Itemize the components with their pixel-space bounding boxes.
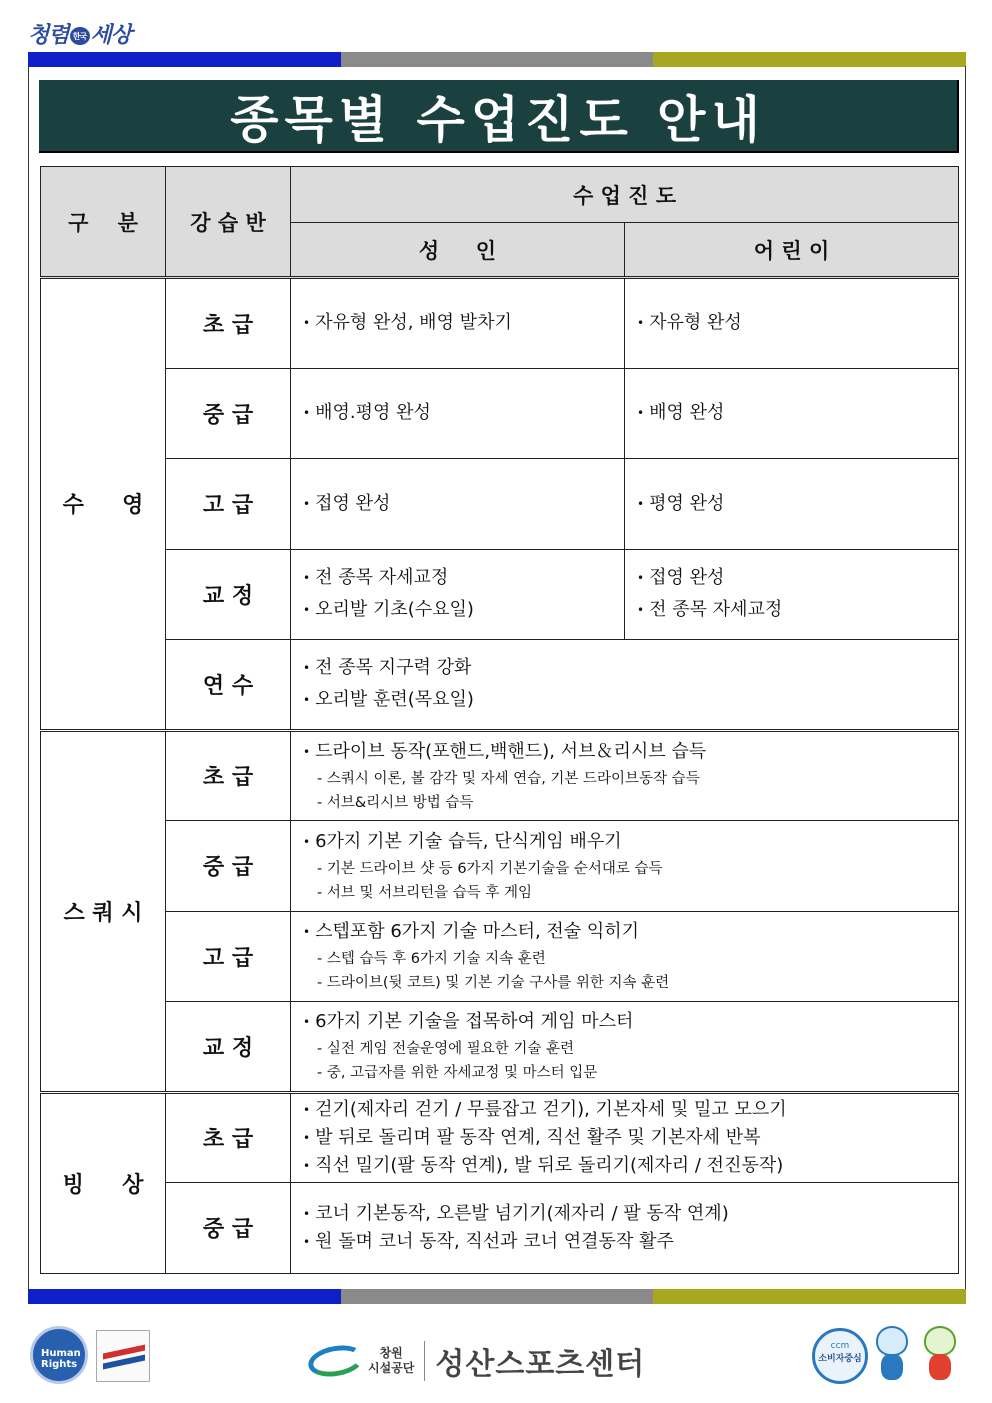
level-label: 고 급	[166, 911, 291, 1002]
progress-item: • 코너 기본동작, 오른발 넘기기(제자리 / 팔 동작 연계)	[303, 1200, 958, 1228]
bottom-stripe	[28, 1289, 966, 1304]
header-progress: 수 업 진 도	[291, 167, 959, 223]
progress-item: • 접영 완성	[637, 562, 958, 594]
category-skating: 빙 상	[41, 1092, 166, 1273]
adult-progress-cell	[291, 278, 625, 369]
certification-badge-icon	[96, 1330, 150, 1382]
progress-detail: - 드라이브(뒷 코트) 및 기본 기술 구사를 위한 지속 훈련	[317, 975, 670, 992]
swoosh-icon	[306, 1341, 366, 1380]
level-label: 중 급	[166, 1183, 291, 1274]
squash-progress-cell	[291, 730, 959, 821]
squash-progress-cell	[291, 821, 959, 912]
level-label: 초 급	[166, 1092, 291, 1183]
slogan-logo	[28, 18, 131, 49]
skating-progress-cell	[291, 1092, 959, 1183]
header-child: 어 린 이	[625, 223, 959, 278]
header-class: 강 습 반	[166, 167, 291, 278]
progress-detail: - 서브 및 서브리턴을 습득 후 게임	[317, 884, 532, 901]
level-label: 초 급	[166, 730, 291, 821]
progress-detail: - 스텝 습득 후 6가지 기술 지속 훈련	[317, 951, 546, 968]
child-progress-cell	[625, 368, 959, 459]
center-name: 성산스포츠센터	[435, 1347, 646, 1382]
progress-item: • 6가지 기본 기술 습득, 단식게임 배우기	[303, 827, 958, 857]
progress-detail: - 기본 드라이브 샷 등 6가지 기본기술을 순서대로 습득	[317, 860, 663, 877]
top-stripe	[28, 52, 966, 67]
adult-progress-cell	[291, 459, 625, 550]
child-progress-cell	[625, 549, 959, 640]
header-adult: 성 인	[291, 223, 625, 278]
progress-item: • 6가지 기본 기술을 접목하여 게임 마스터	[303, 1007, 958, 1037]
level-label: 고 급	[166, 459, 291, 550]
squash-progress-cell	[291, 1002, 959, 1093]
progress-item: • 전 종목 자세교정	[303, 562, 624, 594]
all-progress-cell	[291, 640, 959, 731]
header-category: 구 분	[41, 167, 166, 278]
adult-progress-cell	[291, 368, 625, 459]
progress-item: • 오리발 훈련(목요일)	[303, 684, 958, 716]
human-rights-seal-icon: Human Rights	[30, 1326, 88, 1384]
squash-progress-cell	[291, 911, 959, 1002]
slogan-mark: 한국	[70, 27, 90, 45]
category-swimming: 수 영	[41, 278, 166, 731]
progress-detail: - 서브&리시브 방법 습득	[317, 794, 474, 811]
progress-item: • 직선 밀기(팔 동작 연계), 발 뒤로 돌리기(제자리 / 전진동작)	[303, 1152, 958, 1180]
category-squash: 스 쿼 시	[41, 730, 166, 1092]
progress-item: • 자유형 완성	[637, 307, 958, 339]
progress-item: • 전 종목 자세교정	[637, 594, 958, 626]
progress-detail: - 중, 고급자를 위한 자세교정 및 마스터 입문	[317, 1065, 598, 1082]
level-label: 중 급	[166, 821, 291, 912]
slogan-right: 세상	[90, 22, 132, 48]
child-progress-cell	[625, 278, 959, 369]
progress-item: • 전 종목 지구력 강화	[303, 652, 958, 684]
level-label: 연 수	[166, 640, 291, 731]
progress-item: • 자유형 완성, 배영 발차기	[303, 307, 624, 339]
progress-item: • 발 뒤로 돌리며 팔 동작 연계, 직선 활주 및 기본자세 반복	[303, 1124, 958, 1152]
level-label: 중 급	[166, 368, 291, 459]
mascot-blue-icon	[872, 1322, 912, 1384]
progress-detail: - 스쿼시 이론, 볼 감각 및 자세 연습, 기본 드라이브동작 습득	[317, 770, 700, 787]
progress-item: • 원 돌며 코너 동작, 직선과 코너 연결동작 활주	[303, 1228, 958, 1256]
slogan-left: 청렴	[28, 22, 69, 48]
page-title: 종목별 수업진도 안내	[230, 90, 766, 149]
progress-item: • 평영 완성	[637, 488, 958, 520]
progress-item: • 스텝포함 6가지 기술 마스터, 전술 익히기	[303, 917, 958, 947]
progress-item: • 접영 완성	[303, 488, 624, 520]
adult-progress-cell	[291, 549, 625, 640]
ccm-badge-icon: ccm 소비자중심	[812, 1328, 868, 1384]
progress-item: • 배영 완성	[637, 397, 958, 429]
title-banner	[39, 80, 959, 153]
org-name: 창원 시설공단	[368, 1346, 415, 1375]
level-label: 초 급	[166, 278, 291, 369]
progress-detail: - 실전 게임 전술운영에 필요한 기술 훈련	[317, 1041, 574, 1058]
progress-item: • 걷기(제자리 걷기 / 무릎잡고 걷기), 기본자세 및 밀고 모으기	[303, 1096, 958, 1124]
progress-item: • 배영.평영 완성	[303, 397, 624, 429]
skating-progress-cell	[291, 1183, 959, 1274]
progress-table	[40, 166, 959, 1274]
level-label: 교 정	[166, 1002, 291, 1093]
mascot-green-icon	[920, 1322, 960, 1384]
center-logo	[308, 1336, 645, 1386]
child-progress-cell	[625, 459, 959, 550]
progress-item: • 드라이브 동작(포핸드,백핸드), 서브＆리시브 습득	[303, 737, 958, 767]
logo-divider	[424, 1341, 425, 1381]
progress-item: • 오리발 기초(수요일)	[303, 594, 624, 626]
level-label: 교 정	[166, 549, 291, 640]
